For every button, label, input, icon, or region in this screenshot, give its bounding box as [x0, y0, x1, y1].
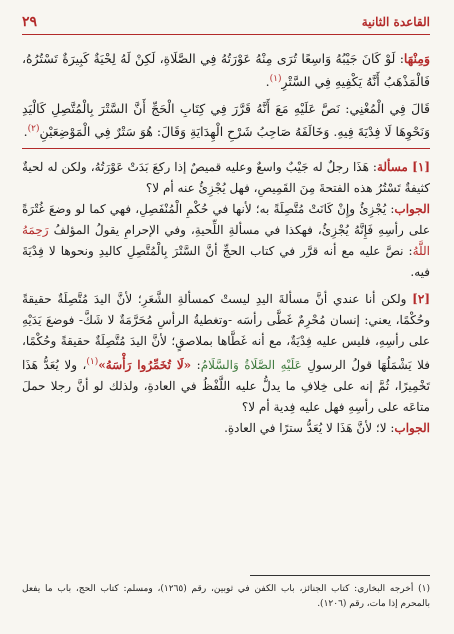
question-2-label: [٢]	[412, 292, 430, 307]
hadith-quote: «لَا تُخَمِّرُوا رَأْسَهُ»	[98, 358, 192, 373]
answer-1	[22, 199, 430, 283]
paragraph-1-tail: .	[265, 74, 270, 90]
answer-2-text: : لا؛ لأنَّ هَذَا لا يُعَدُّ سترًا في العادةِ.	[224, 421, 395, 436]
salutation-text: عَلَيْهِ الصَّلَاةُ وَالسَّلَامُ	[200, 358, 302, 373]
question-1-text: : هَذَا رجلٌ له جَيْبٌ واسعٌ وعليه قميصٌ إذا ركعَ بَدَتْ عَوْرَتُهُ، ولكن له لحيةٌ كثيفةٌ تَسْتُرُ هذه الفتحةَ مِنَ القَمِيصِ، فهل يُجْزِئُ عنه أم لا؟	[22, 160, 430, 196]
paragraph-1	[22, 48, 430, 92]
question-2-text: ولكن أنا عندي أنَّ مسألةَ اليدِ ليستْ كمسألةِ الشَّعَرِ؛ لأنَّ اليدَ مُتَّصِلَةٌ حقيقةً وحُكْمًا، يعني: إنسان مُحْرِمٌ غَطَّى رأسَه -وتغطيةُ الرأسِ مُحَرَّمَةٌ لا شَكَّ- فوضعَ يَدَيْهِ على رأسِهِ، فليس عليه فِدْيَةٌ، مع أنه غَطَّاها بملاصقٍ؛ لأنَّ اليدَ مُتَّصِلَةٌ حقيقةً وحُكْمًا، فلا يَشْمَلُهَا قولُ الرسولِ	[22, 292, 430, 373]
paragraph-1-label: وَمِنْهَا	[403, 51, 430, 66]
question-2-text-2: ، ولا يُعَدُّ هَذَا تَخْمِيرًا، ثُمَّ إنه على خِلافِ ما يدلُّ عليه اللَّفْظُ في العادةِ، ولذلك لو أنَّ رجلا حملَ متاعَه على رأسِهِ فهل عليه فِدية أم لا؟	[22, 358, 430, 415]
paragraph-2	[22, 98, 430, 142]
page-number: ٢٩	[22, 14, 38, 30]
honorific-text: رَحِمَهُ اللَّهُ	[22, 223, 430, 259]
answer-1-text-2: : نصَّ عليه مع أنه قرَّر في كتاب الحجِّ أنَّ السَّتْرَ بِالْمُتَّصِلِ كاليدِ ونحوها لا فِدْيَةَ فيه.	[22, 244, 430, 280]
page-body	[22, 48, 430, 439]
paragraph-2-text: قَالَ فِي الْمُغْنِي: نَصَّ عَلَيْهِ مَعَ أَنَّهُ قَرَّرَ فِي كِتَابِ الْحَجِّ أَنَّ السَّتْرَ بِالْمُتَّصِلِ كَالْيَدِ وَنَحْوِهَا لَا فِدْيَةَ فِيهِ. وَخَالَفَهُ صَاحِبُ شَرْحِ الْهِدَايَةِ وَقَالَ: هُوَ سَتْرٌ فِي الْمَوْضِعَيْنِ	[22, 101, 430, 140]
chapter-title: القاعدة الثانية	[361, 15, 430, 29]
answer-1-label: الجواب	[394, 202, 430, 217]
header-divider	[22, 34, 430, 35]
question-1	[22, 157, 430, 199]
footnote-divider	[250, 575, 430, 576]
answer-2-label: الجواب	[394, 421, 430, 436]
footnote: (١) أخرجه البخاري: كتاب الجنائز، باب الكفن في ثوبين، رقم (١٢٦٥)، ومسلم: كتاب الحج، باب ما يفعل بالمحرم إذا مات، رقم (١٢٠٦).	[22, 584, 430, 609]
answer-1-text: : يُجْزِئُ وإِنْ كَانَتْ مُتَّصِلَةً به؛ لأنها في حُكْمِ الْمُنْفَصِلِ، فهي كما لو وضعَ غُتْرَةً على رأسِهِ فَإِنَّهُ يُجْزِئُ، فهكذا في مسألةِ اللِّحيةِ، وفي الإحرامِ يقولُ المؤلفُ	[22, 202, 430, 238]
answer-2	[22, 418, 430, 439]
footnote-marker: (٢)	[27, 124, 40, 135]
question-2: [٢] ولكن أنا عندي أنَّ مسألةَ اليدِ ليستْ كمسألةِ الشَّعَرِ؛ لأنَّ اليدَ مُتَّصِلَةٌ حقيقةً وحُكْمًا، يعني: إنسان مُحْرِمٌ غَطَّى رأسَه -وتغطيةُ الرأسِ مُحَرَّمَةٌ لا شَكَّ- فوضعَ يَدَيْهِ على رأسِهِ، فليس عليه فِدْيَةٌ، مع أنه غَطَّاها بملاصقٍ؛ لأنَّ اليدَ مُتَّصِلَةٌ حقيقةً وحُكْمًا، فلا يَشْمَلُهَا قولُ الرسولِ عَلَيْهِ الصَّلَاةُ وَالسَّلَامُ: «لَا تُخَمِّرُوا رَأْسَهُ»$^{(١)}$، ولا يُعَدُّ هَذَا تَخْمِيرًا، ثُمَّ إنه على خِلافِ ما يدلُّ عليه اللَّفْظُ في العادةِ، ولذلك لو أنَّ رجلا حملَ متاعَه على رأسِهِ فهل عليه فِدية أم لا؟	[22, 292, 430, 415]
paragraph-1-text: : لَوْ كَانَ جَيْبُهُ وَاسِعًا تُرَى مِنْهُ عَوْرَتُهُ فِي الصَّلَاةِ، لَكِنْ لَهُ لِحْيَةٌ كَبِيرَةٌ تَسْتُرُهُ، فَالْمَذْهَبُ أَنَّهُ يَكْفِيهِ فِي السَّتْرِ	[22, 51, 430, 90]
page-header	[22, 10, 430, 34]
question-1-label: [١] مسألة	[376, 160, 430, 175]
section-divider	[22, 148, 430, 149]
footnote-marker: (١)	[86, 357, 99, 368]
footnote-marker: (١)	[269, 74, 282, 84]
paragraph-2-tail: .	[23, 124, 28, 140]
